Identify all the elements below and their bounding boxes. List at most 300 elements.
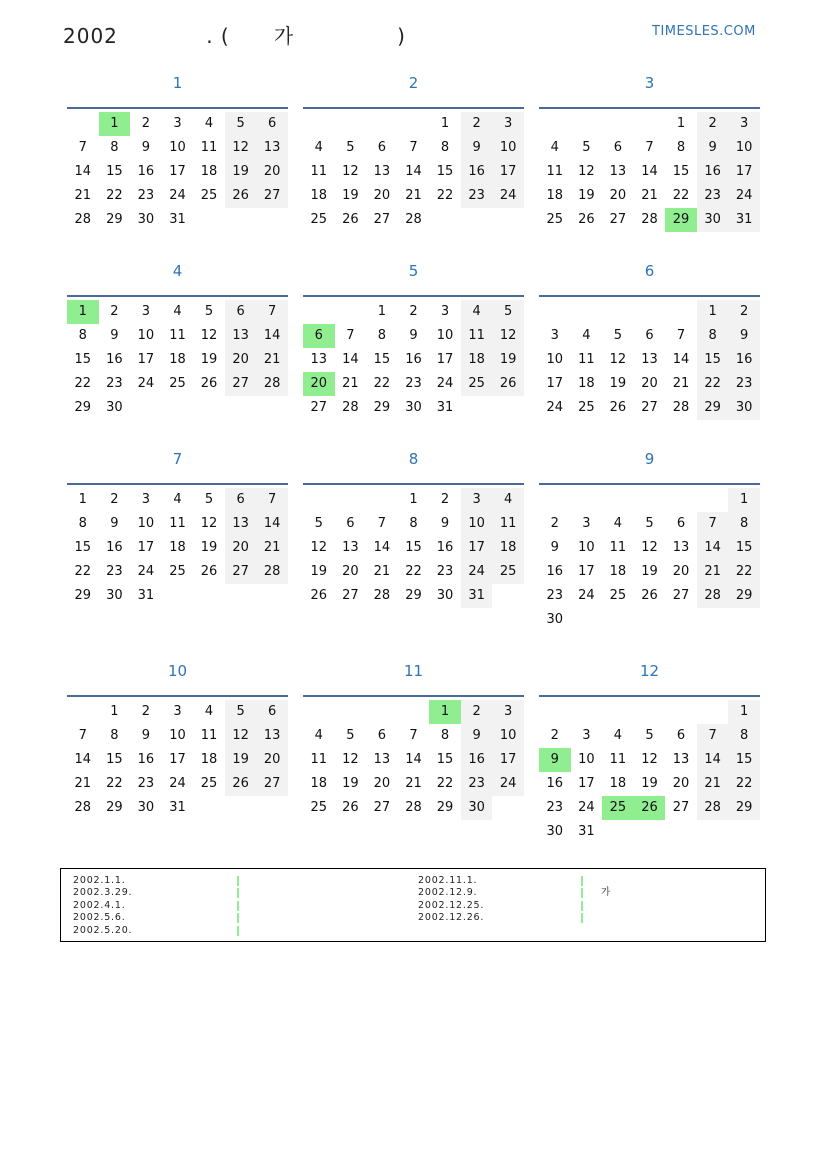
day-cell: 17 [169, 752, 186, 767]
day-cell: 25 [200, 188, 218, 203]
day-cell: 25 [461, 372, 493, 396]
day-cell: 2 [461, 112, 493, 136]
day-cell: 22 [436, 776, 454, 791]
week-row [67, 348, 288, 372]
empty-day-cell [398, 700, 430, 724]
week-row [67, 512, 288, 536]
day-cell: 12 [641, 540, 658, 555]
day-cell: 10 [728, 136, 760, 160]
week-row [303, 324, 524, 348]
day-cell: 7 [409, 728, 418, 743]
empty-day-cell [602, 112, 634, 136]
week-row [539, 348, 760, 372]
month-12 [539, 658, 760, 846]
day-cell: 25 [609, 588, 627, 603]
day-cell: 3 [492, 112, 524, 136]
day-cell: 7 [256, 488, 288, 512]
day-cell: 23 [106, 564, 123, 579]
week-row [303, 724, 524, 748]
empty-day-cell [335, 112, 367, 136]
day-cell: 27 [373, 800, 391, 815]
day-cell: 27 [373, 212, 391, 227]
day-cell: 6 [346, 516, 355, 531]
day-cell: 17 [436, 352, 454, 367]
empty-day-cell [571, 488, 603, 512]
day-cell: 22 [436, 188, 454, 203]
day-cell: 13 [225, 512, 257, 536]
day-cell: 15 [436, 752, 454, 767]
empty-day-cell [697, 488, 729, 512]
day-cell: 12 [578, 164, 595, 179]
day-cell: 19 [342, 188, 359, 203]
week-row [67, 112, 288, 136]
day-cell: 16 [137, 752, 155, 767]
day-cell: 22 [697, 372, 729, 396]
day-cell: 10 [137, 516, 155, 531]
day-cell: 28 [74, 212, 92, 227]
day-cell: 8 [110, 140, 119, 155]
week-row [67, 208, 288, 232]
holiday-marker [581, 888, 583, 898]
day-cell: 10 [492, 136, 524, 160]
week-row [303, 512, 524, 536]
day-cell: 24 [137, 376, 155, 391]
day-cell: 31 [137, 588, 155, 603]
day-cell: 8 [697, 324, 729, 348]
month-divider [67, 107, 288, 109]
week-row [67, 536, 288, 560]
day-cell: 5 [314, 516, 323, 531]
day-cell: 13 [672, 540, 690, 555]
day-cell: 20 [225, 348, 257, 372]
day-cell: 21 [672, 376, 690, 391]
day-cell: 18 [200, 164, 218, 179]
day-cell: 21 [256, 348, 288, 372]
day-cell: 15 [74, 540, 92, 555]
holiday-marker [237, 926, 239, 936]
holiday-date: 2002.4.1. [73, 899, 126, 911]
day-cell: 26 [578, 212, 595, 227]
empty-day-cell [697, 820, 729, 844]
empty-day-cell [539, 300, 571, 324]
empty-day-cell [665, 488, 697, 512]
day-cell: 2 [110, 304, 119, 319]
week-row [67, 700, 288, 724]
day-cell: 29 [436, 800, 454, 815]
day-cell: 5 [204, 304, 214, 319]
day-cell: 2 [461, 700, 493, 724]
empty-day-cell [225, 396, 257, 420]
day-cell: 24 [492, 184, 524, 208]
month-title: 4 [172, 262, 183, 280]
day-cell: 23 [436, 564, 454, 579]
day-cell: 22 [106, 776, 123, 791]
day-cell: 21 [373, 564, 391, 579]
empty-day-cell [697, 608, 729, 632]
day-cell: 28 [405, 800, 422, 815]
day-cell: 8 [377, 328, 387, 343]
brand-logo-text[interactable]: TIMESLES.COM [652, 24, 756, 39]
day-cell: 23 [137, 188, 155, 203]
day-cell: 4 [613, 728, 623, 743]
empty-day-cell [193, 584, 225, 608]
week-row [67, 772, 288, 796]
day-cell: 12 [225, 136, 257, 160]
day-cell: 11 [310, 164, 328, 179]
empty-day-cell [539, 488, 571, 512]
day-cell: 6 [676, 728, 686, 743]
holiday-marker [581, 876, 583, 886]
empty-day-cell [602, 700, 634, 724]
day-cell: 4 [173, 304, 182, 319]
holiday-marker [237, 901, 239, 911]
empty-day-cell [571, 608, 603, 632]
month-4 [67, 258, 288, 446]
month-divider [539, 695, 760, 697]
day-cell: 6 [377, 140, 387, 155]
day-cell: 14 [74, 164, 92, 179]
day-cell: 26 [342, 212, 359, 227]
week-row [539, 184, 760, 208]
day-cell: 9 [539, 748, 571, 772]
day-cell: 19 [200, 540, 218, 555]
empty-day-cell [67, 112, 99, 136]
day-cell: 27 [609, 212, 627, 227]
day-cell: 23 [728, 372, 760, 396]
day-cell: 4 [582, 328, 591, 343]
day-cell: 27 [225, 560, 257, 584]
week-row [539, 748, 760, 772]
day-cell: 27 [672, 800, 690, 815]
day-cell: 5 [204, 492, 214, 507]
empty-day-cell [602, 820, 634, 844]
week-row [539, 112, 760, 136]
empty-day-cell [303, 300, 335, 324]
day-cell: 22 [728, 772, 760, 796]
month-9 [539, 446, 760, 658]
day-cell: 15 [405, 540, 422, 555]
day-cell: 23 [461, 772, 493, 796]
day-cell: 20 [303, 372, 335, 396]
holiday-date: 2002.12.26. [418, 912, 485, 924]
day-cell: 29 [106, 800, 123, 815]
day-cell: 6 [225, 488, 257, 512]
day-cell: 27 [225, 372, 257, 396]
day-cell: 30 [436, 588, 454, 603]
day-cell: 29 [728, 584, 760, 608]
day-cell: 10 [461, 512, 493, 536]
day-cell: 8 [440, 140, 450, 155]
day-cell: 4 [314, 140, 323, 155]
day-cell: 7 [78, 728, 87, 743]
day-cell: 9 [461, 136, 493, 160]
day-cell: 14 [405, 752, 422, 767]
day-cell: 13 [609, 164, 627, 179]
day-cell: 29 [728, 796, 760, 820]
day-cell: 25 [169, 564, 186, 579]
day-cell: 27 [672, 588, 690, 603]
holiday-name: 가 [601, 887, 611, 899]
day-cell: 20 [256, 160, 288, 184]
day-cell: 10 [137, 328, 155, 343]
day-cell: 30 [106, 400, 123, 415]
day-cell: 3 [461, 488, 493, 512]
month-6 [539, 258, 760, 446]
day-cell: 23 [106, 376, 123, 391]
day-cell: 13 [225, 324, 257, 348]
day-cell: 27 [641, 400, 658, 415]
day-cell: 20 [373, 776, 391, 791]
day-cell: 16 [106, 352, 123, 367]
day-cell: 23 [546, 588, 564, 603]
month-divider [539, 295, 760, 297]
month-divider [539, 107, 760, 109]
day-cell: 2 [440, 492, 450, 507]
holiday-marker [237, 913, 239, 923]
empty-day-cell [634, 300, 666, 324]
empty-day-cell [728, 608, 760, 632]
day-cell: 23 [697, 184, 729, 208]
day-cell: 5 [225, 700, 257, 724]
empty-day-cell [366, 112, 398, 136]
day-cell: 20 [672, 776, 690, 791]
day-cell: 8 [728, 724, 760, 748]
day-cell: 19 [609, 376, 627, 391]
day-cell: 26 [225, 772, 257, 796]
day-cell: 8 [676, 140, 686, 155]
week-row [539, 560, 760, 584]
day-cell: 30 [546, 612, 564, 627]
day-cell: 9 [141, 728, 151, 743]
week-row [303, 700, 524, 724]
day-cell: 30 [546, 824, 564, 839]
day-cell: 31 [461, 584, 493, 608]
day-cell: 16 [461, 160, 493, 184]
day-cell: 24 [728, 184, 760, 208]
day-cell: 25 [310, 800, 328, 815]
week-row [303, 348, 524, 372]
holiday-date: 2002.11.1. [418, 875, 478, 886]
day-cell: 21 [256, 536, 288, 560]
month-title: 12 [639, 662, 660, 680]
day-cell: 17 [546, 376, 564, 391]
day-cell: 23 [546, 800, 564, 815]
day-cell: 24 [578, 800, 595, 815]
day-cell: 1 [110, 704, 119, 719]
day-cell: 16 [436, 540, 454, 555]
day-cell: 29 [106, 212, 123, 227]
day-cell: 3 [582, 516, 591, 531]
day-cell: 30 [137, 212, 155, 227]
empty-day-cell [634, 112, 666, 136]
empty-day-cell [634, 488, 666, 512]
day-cell: 21 [697, 772, 729, 796]
month-title: 11 [403, 662, 424, 680]
week-row [67, 136, 288, 160]
day-cell: 5 [346, 140, 355, 155]
empty-day-cell [225, 796, 257, 820]
day-cell: 18 [200, 752, 218, 767]
day-cell: 25 [546, 212, 564, 227]
week-row [303, 584, 524, 608]
day-cell: 5 [225, 112, 257, 136]
day-cell: 28 [405, 212, 422, 227]
holiday-date: 2002.5.20. [73, 924, 133, 936]
day-cell: 14 [697, 748, 729, 772]
day-cell: 19 [641, 564, 658, 579]
empty-day-cell [256, 796, 288, 820]
day-cell: 11 [200, 728, 218, 743]
day-cell: 30 [461, 796, 493, 820]
day-cell: 6 [303, 324, 335, 348]
day-cell: 11 [169, 516, 186, 531]
day-cell: 12 [609, 352, 627, 367]
month-divider [303, 295, 524, 297]
month-title: 5 [408, 262, 419, 280]
day-cell: 26 [225, 184, 257, 208]
week-row [67, 184, 288, 208]
day-cell: 21 [405, 188, 422, 203]
week-row [539, 300, 760, 324]
week-row [539, 724, 760, 748]
empty-day-cell [429, 208, 461, 232]
empty-day-cell [571, 112, 603, 136]
day-cell: 1 [78, 492, 87, 507]
holiday-list-left [73, 875, 132, 937]
week-row [67, 372, 288, 396]
week-row [303, 748, 524, 772]
holiday-marker [237, 876, 239, 886]
month-divider [303, 107, 524, 109]
day-cell: 10 [492, 724, 524, 748]
month-divider [67, 695, 288, 697]
month-title: 8 [408, 450, 419, 468]
day-cell: 4 [492, 488, 524, 512]
day-cell: 17 [578, 564, 595, 579]
week-row [303, 796, 524, 820]
day-cell: 13 [342, 540, 359, 555]
week-row [303, 560, 524, 584]
holiday-marker [237, 888, 239, 898]
day-cell: 28 [256, 560, 288, 584]
week-row [303, 300, 524, 324]
day-cell: 6 [613, 140, 623, 155]
day-cell: 19 [342, 776, 359, 791]
day-cell: 21 [697, 560, 729, 584]
day-cell: 14 [256, 512, 288, 536]
day-cell: 4 [461, 300, 493, 324]
day-cell: 28 [256, 372, 288, 396]
week-row [539, 488, 760, 512]
day-cell: 6 [377, 728, 387, 743]
week-row [539, 324, 760, 348]
week-row [539, 536, 760, 560]
day-cell: 10 [436, 328, 454, 343]
day-cell: 31 [436, 400, 454, 415]
day-cell: 9 [141, 140, 151, 155]
day-cell: 20 [225, 536, 257, 560]
day-cell: 13 [310, 352, 328, 367]
month-title: 1 [172, 74, 183, 92]
week-row [539, 584, 760, 608]
empty-day-cell [728, 820, 760, 844]
day-cell: 25 [200, 776, 218, 791]
week-row [303, 208, 524, 232]
day-cell: 26 [200, 564, 218, 579]
month-8 [303, 446, 524, 658]
empty-day-cell [461, 208, 493, 232]
empty-day-cell [162, 584, 194, 608]
day-cell: 3 [492, 700, 524, 724]
day-cell: 14 [256, 324, 288, 348]
month-divider [539, 483, 760, 485]
day-cell: 16 [106, 540, 123, 555]
day-cell: 1 [429, 700, 461, 724]
day-cell: 21 [74, 776, 92, 791]
empty-day-cell [366, 488, 398, 512]
month-2 [303, 70, 524, 258]
week-row [303, 184, 524, 208]
holiday-entry [418, 875, 484, 887]
day-cell: 22 [106, 188, 123, 203]
day-cell: 7 [78, 140, 87, 155]
day-cell: 9 [110, 328, 119, 343]
day-cell: 10 [546, 352, 564, 367]
day-cell: 11 [200, 140, 218, 155]
day-cell: 3 [141, 492, 151, 507]
day-cell: 14 [672, 352, 690, 367]
month-divider [303, 695, 524, 697]
week-row [539, 512, 760, 536]
day-cell: 3 [141, 304, 151, 319]
holiday-entry [418, 912, 484, 924]
day-cell: 3 [728, 112, 760, 136]
day-cell: 31 [728, 208, 760, 232]
empty-day-cell [335, 488, 367, 512]
empty-day-cell [130, 396, 162, 420]
day-cell: 13 [641, 352, 658, 367]
week-row [67, 160, 288, 184]
day-cell: 24 [492, 772, 524, 796]
day-cell: 1 [728, 700, 760, 724]
month-divider [67, 295, 288, 297]
month-title: 10 [167, 662, 188, 680]
day-cell: 2 [141, 116, 151, 131]
day-cell: 7 [676, 328, 686, 343]
day-cell: 14 [373, 540, 391, 555]
day-cell: 1 [67, 300, 99, 324]
holiday-entry [73, 925, 132, 937]
empty-day-cell [602, 300, 634, 324]
day-cell: 21 [74, 188, 92, 203]
day-cell: 18 [169, 540, 186, 555]
day-cell: 6 [256, 112, 288, 136]
day-cell: 12 [492, 324, 524, 348]
day-cell: 8 [78, 328, 87, 343]
day-cell: 11 [546, 164, 564, 179]
day-cell: 17 [492, 160, 524, 184]
day-cell: 7 [256, 300, 288, 324]
day-cell: 17 [578, 776, 595, 791]
week-row [539, 608, 760, 632]
day-cell: 5 [346, 728, 355, 743]
day-cell: 1 [377, 304, 387, 319]
month-11 [303, 658, 524, 846]
day-cell: 7 [697, 724, 729, 748]
week-row [303, 160, 524, 184]
day-cell: 12 [310, 540, 328, 555]
month-title: 3 [644, 74, 655, 92]
